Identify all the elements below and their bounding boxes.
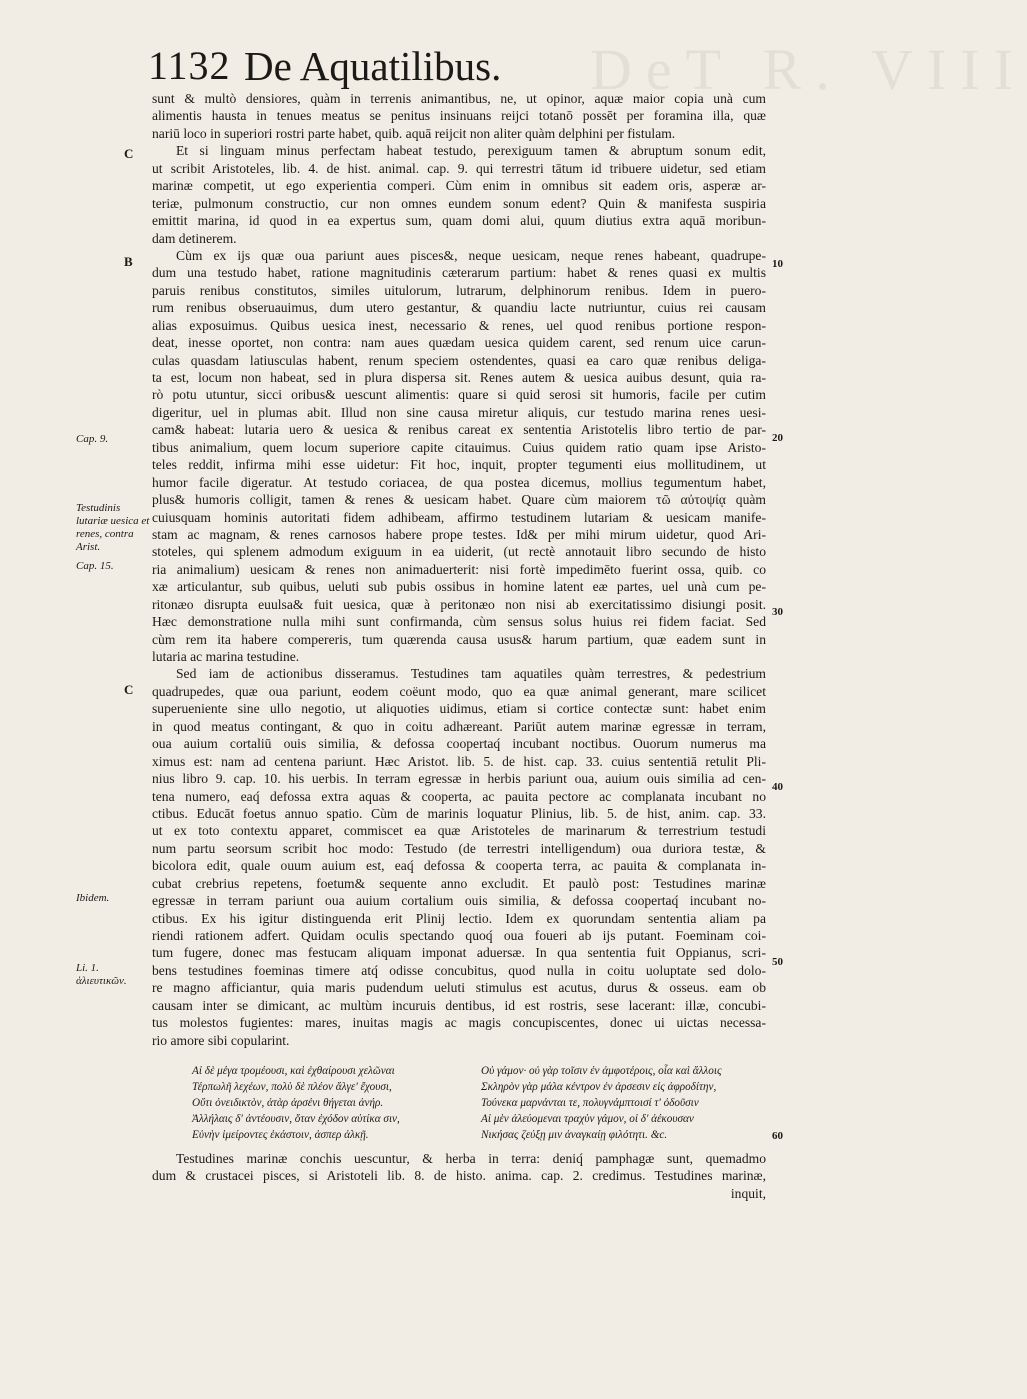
text-line: deat, inesse oportet, non contra: nam aues quædam uesica quidem carent, sed renum uice carun- xyxy=(152,335,766,351)
margin-letter-c: C xyxy=(124,146,134,161)
text-line: emittit marina, id quod in ea expertus sum, quam domi alui, quum diutius extra aquā moribun- xyxy=(152,213,766,229)
text-line: tibus animalium, quem locum superiore capite citauimus. Cuius quidem ratio quam ipse Aristo- xyxy=(152,439,766,455)
text-line: alimentis hausta in tenues meatus se penitus insinuans reijci totanō possēt per foramina illa, quæ xyxy=(152,108,766,124)
greek-verse-line: Νικήσας ζεύξῃ μιν ἀναγκαίῃ φιλότητι. &c. xyxy=(481,1129,668,1141)
text-line: ria animalium) uesicam & renes non animaduerterit: nisi fortè impedimēto fuerint ossa, quib. co xyxy=(152,561,766,577)
text-line: riendi rationem adfert. Quidam oculis spectando quoq́ oua foueri ab ijs putant. Foeminam coi- xyxy=(152,928,766,943)
text-line: plus& humoris colligit, tamen & renes & uesicam habet. Quare cùm maiorem τῶ αὐτοψίᾳ quàm xyxy=(152,492,766,508)
text-line: ta est, locum non habeat, sed in plura dispersa sit. Renes autem & uesica auibus desunt, quia ra- xyxy=(152,370,766,385)
text-line: Sed iam de actionibus disseramus. Testudines tam aquatiles quàm terrestres, & pedestrium xyxy=(176,666,766,682)
text-line: humor facile digeratur. At testudo coriacea, de qua postea dicemus, mollius tegumentum habet, xyxy=(152,474,766,490)
text-line: rum renibus obseruauimus, dum utero gestantur, & quandiu lacte nutriuntur, cuius rei causam xyxy=(152,300,766,316)
greek-verse-line: Τέρπωλῆ λεχέων, πολὺ δὲ πλέον ἄλγε' ἔχουσι, xyxy=(192,1081,392,1093)
text-line: ximus est: nam ad centena pariunt. Hæc Aristot. lib. 5. de hist. cap. 33. cuius sententiā retulit Pli- xyxy=(152,753,766,769)
margin-note-cap9: Cap. 9. xyxy=(76,433,109,445)
text-line: Cùm ex ijs quæ oua pariunt aues pisces&, neque uesicam, neque renes habeant, quadrupe- xyxy=(176,247,766,263)
bleed-through-text: DeT R. VIII xyxy=(590,37,1027,102)
text-line: dam detinerem. xyxy=(152,230,237,246)
text-line: tum fugere, donec mas festucam aliquam imponat aduersæ. In qua sententia fuit Oppianus, scri- xyxy=(152,945,766,961)
text-line: dum una testudo habet, ratione magnitudinis cæterarum partium: habet & renes quasi ex multis xyxy=(152,265,766,281)
text-line: egressæ in terram pariunt oua auium cortalium ouis similia, & defossa coopertaq́ incubant no- xyxy=(152,893,766,909)
greek-verses-left xyxy=(192,1063,400,1143)
text-line: lutaria ac marina testudine. xyxy=(152,649,300,664)
line-number-40: 40 xyxy=(772,781,783,793)
margin-note-lutaria: Testudinis lutariæ uesica et renes, contra Arist. xyxy=(76,502,150,553)
greek-verse-line: Τούνεκα μαρνάνται τε, πολυγνάμπτοισί τ' ὀδοῦσιν xyxy=(481,1097,699,1109)
text-line: bens testudines foeminas timere atq́ odisse concubitus, quod nulla in coitu uoluptate sed dolo- xyxy=(152,962,766,978)
greek-verse-line: Οὔτι ὀνειδικτὸν, ἀτὰρ ἀρσένι θήγεται ἀνήρ. xyxy=(192,1097,384,1109)
margin-note-ibidem: Ibidem. xyxy=(76,892,110,904)
text-line: tus molestos fugientes: mares, inuitas magis ac magis concupiscentes, donec ui uictas necessa- xyxy=(152,1015,766,1031)
text-line: rio amore sibi copularint. xyxy=(152,1032,290,1048)
text-line: marinæ competit, ut ego experientia comperi. Cùm enim in omnibus sit eadem oris, asperæ ar- xyxy=(152,178,766,194)
text-line: Hæc demonstratione nulla mihi sunt confirmanda, cùm sensus solus huius rei fidem faciat. Sed xyxy=(152,614,766,630)
text-line: cuiusquam hominis autoritati fidem adhibeam, affirmo testudinem lutariam & uesicam manife- xyxy=(152,509,766,525)
text-line: paruis renibus constitutos, similes uitulorum, lutrarum, delphinorum renibus. Idem in puero- xyxy=(152,282,766,298)
text-line: num partu seorsum scribit hoc modo: Testudo (de terrestri intelligendum) oua duriora testæ, & xyxy=(152,840,766,856)
line-number-20: 20 xyxy=(772,432,783,444)
greek-verse-line: Αἱ μὲν ἀλεύομεναι τραχὺν γάμον, οἱ δ' ἀέκουσαν xyxy=(481,1113,694,1125)
text-line: superueniente sine ullo negotio, ut aliquoties uidimus, etiam si cortice contectæ sunt: habet enim xyxy=(152,701,766,717)
page-header xyxy=(148,44,628,88)
line-number-50: 50 xyxy=(772,956,783,968)
text-line: stoteles, qui splenem admodum exiguum in ea uiderit, (ut rectè annotauit libro secundo de histo xyxy=(152,544,766,560)
text-line: digeritur, uel in plumas abit. Illud non sine causa miretur aliquis, cur testudo marina renes uesi- xyxy=(152,404,766,420)
margin-letter-c-2: C xyxy=(124,682,134,697)
text-line: cubat crebrius repetens, foetum& sequente anno excludit. Et paulò post: Testudines marinæ xyxy=(152,875,766,891)
greek-verse-line: Αἱ δὲ μέγα τρομέουσι, καὶ ἐχθαίρουσι χελῶναι xyxy=(192,1065,395,1077)
greek-verse-line: Οὐ γάμον· οὐ γὰρ τοῖσιν ἐν ἀμφοτέροις, οἷα καὶ ἄλλοις xyxy=(481,1065,722,1077)
greek-verse-line: Σκληρὸν γὰρ μάλα κέντρον ἐν ἀρσεσιν εἰς ἀφροδίτην, xyxy=(481,1081,717,1093)
text-line: ctibus. Ex his igitur distinguenda erit Plinij lectio. Idem ex quorundam sententia aliam pa xyxy=(152,910,766,926)
text-line: Et si linguam minus perfectam habeat testudo, perexiguum tamen & abruptum sonum edit, xyxy=(176,143,766,159)
text-line: cùm rem ita habere compereris, tum quærenda causa usus& harum partium, quæ eadem sunt in xyxy=(152,631,766,647)
text-line: alias exposuimus. Quibus uesica inest, necessario & renes, uel quod renibus portione respon- xyxy=(152,317,766,333)
text-line: rò potu utuntur, sicci oribus& uescunt alimentis: quare si quid serosi sit humoris, facile per cutim xyxy=(152,387,766,403)
text-line: cam& habeat: lutaria uero & uesica & renibus careat ex sententia Aristotelis libro tertio de par- xyxy=(152,422,766,438)
line-number-10: 10 xyxy=(772,258,783,270)
margin-note-cap15: Cap. 15. xyxy=(76,560,114,572)
text-line: causam inter se dimicant, ac multùm incuruis dentibus, id est rostris, sese lacerant: illæ, concubi- xyxy=(152,997,766,1013)
page-number: 1132 xyxy=(148,43,231,88)
greek-verse-line: Εὐνὴν ἱμείροντες ἑκάστοιν, ἀσπερ ἀλκῇ. xyxy=(192,1129,369,1141)
text-line: stam ac magnam, & renes carnosos habere prope testes. Id& per mihi mirum uidetur, quod Ari- xyxy=(152,526,766,542)
text-line: ctibus. Educāt foetus annuo spatio. Cùm de marinis loquatur Plinius, lib. 5. de hist, anim. cap. 33. xyxy=(152,805,766,821)
text-line: in quod meatus contingant, & quo in coitu adhæreant. Pariūt autem marinæ egressæ in terram, xyxy=(152,718,766,734)
text-line: dum & crustacei pisces, si Aristoteli lib. 8. de histo. anima. cap. 2. credimus. Testudines marinæ, xyxy=(152,1168,766,1184)
text-line: ut scribit Aristoteles, lib. 4. de hist. animal. cap. 9. qui terrestri tātum id tribuere uidetur, sed etiam xyxy=(152,160,766,176)
line-number-30: 30 xyxy=(772,606,783,618)
text-line: ut ex toto contextu apparet, commiscet ea quæ Aristoteles de marinarum & terrestrium testudi xyxy=(152,823,766,839)
text-line: nius libro 9. cap. 10. his uerbis. In terram egressæ in herbis pariunt oua, auium ouis similia ad cen- xyxy=(152,771,766,787)
text-line: sunt & multò densiores, quàm in terrenis animantibus, ne, ut opinor, aquæ maior copia unà cum xyxy=(152,91,766,106)
greek-verse-line: Ἀλλήλαις δ' ἀντέουσιν, ὅταν ἐχόδον αὐτίκα σιν, xyxy=(192,1113,400,1125)
margin-letter-b: B xyxy=(124,254,133,269)
text-line: Testudines marinæ conchis uescuntur, & herba in terra: deniq́ pamphagæ sunt, quemadmo xyxy=(176,1151,766,1166)
text-line: xæ articulantur, sub quibus, ueluti sub pubis ossibus in homine latent eæ partes, uel unà cum pe- xyxy=(152,579,766,595)
text-line: teles reddit, infirma mihi esse uidetur: Fit hoc, inquit, propter tegumenti eius mollitudinem, ut xyxy=(152,457,766,473)
greek-verses-right xyxy=(481,1063,722,1143)
text-line: bicolora edit, quale ouum auium est, eaq́ defossa & cooperta terra, ac pauita & complanata in- xyxy=(152,858,766,874)
text-line: re magno afficiantur, quia maris pudendum ueluti stimulus est acutus, durus & osseus. eam ob xyxy=(152,980,766,996)
line-number-60: 60 xyxy=(772,1130,783,1142)
text-line: tena numero, eaq́ defossa extra aquas & cooperta, ac pauita pectore ac complanata incubant no xyxy=(152,788,766,804)
running-title: De Aquatilibus. xyxy=(244,43,502,89)
text-line: inquit, xyxy=(730,1185,766,1201)
main-text xyxy=(152,90,766,1049)
text-line: ritonæo disrupta euulsa& fuit uesica, quæ à peritonæo non nisi ab exercitatissimo disiungi posit. xyxy=(152,596,766,612)
closing-paragraph xyxy=(152,1150,766,1202)
text-line: oua auium cortaliū ouis similia, & defossa coopertaq́ incubant noctibus. Ouorum numerus ma xyxy=(152,736,766,752)
text-line: nariū loco in superiori rostri parte habet, quib. aquā reijcit non aliter quàm delphini per fistulam. xyxy=(152,125,676,141)
text-line: teriæ, pulmonum constructio, cur non omnes eundem sonum edent? Quin & manifesta suspiria xyxy=(152,195,766,211)
text-line: culas quasdam latiusculas habent, renum speciem ostendentes, quasi ea caro quæ renibus deliga- xyxy=(152,352,766,368)
text-line: quadrupedes, quæ oua pariunt, eodem coëunt modo, quo ea quæ animal generant, mare scilicet xyxy=(152,683,766,699)
margin-note-li1: Li. 1. ἁλιευτικῶν. xyxy=(76,962,127,987)
